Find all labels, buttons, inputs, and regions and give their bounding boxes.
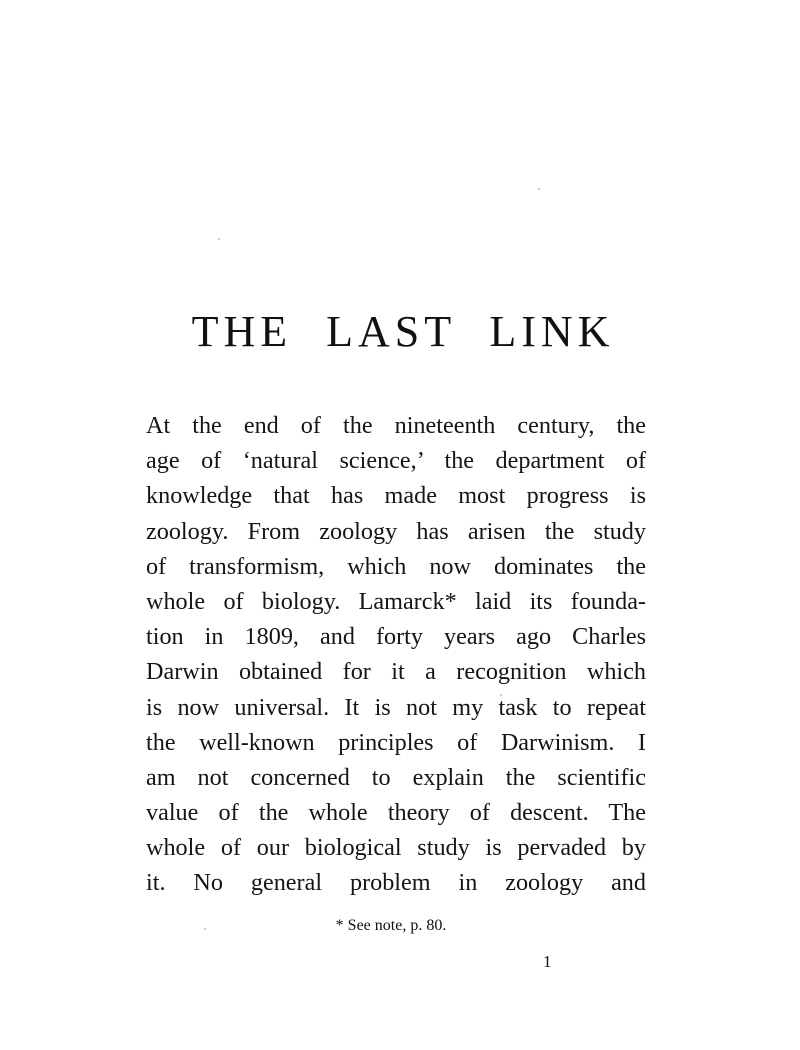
- paragraph-line: zoology. From zoology has arisen the study: [146, 517, 646, 545]
- paragraph-line: whole of our biological study is pervaded by: [146, 834, 646, 862]
- page-number: 1: [543, 952, 552, 971]
- paragraph: [146, 408, 646, 901]
- paragraph-line: tion in 1809, and forty years ago Charles: [146, 623, 646, 651]
- paper-speck: [218, 238, 220, 240]
- chapter-title: THE LAST LINK: [191, 307, 615, 356]
- paragraph-line: of transformism, which now dominates the: [146, 552, 646, 580]
- footnote: [0, 917, 800, 935]
- paper-speck: [538, 188, 540, 190]
- paragraph-line: value of the whole theory of descent. The: [146, 799, 646, 827]
- paragraph-line: am not concerned to explain the scientific: [146, 763, 646, 791]
- footnote-text: * See note, p. 80.: [335, 917, 447, 934]
- paragraph-line: knowledge that has made most progress is: [146, 482, 646, 510]
- paragraph-line: At the end of the nineteenth century, the: [146, 412, 646, 439]
- paragraph-line: it. No general problem in zoology and: [146, 869, 646, 897]
- paragraph-line: whole of biology. Lamarck* laid its founda-: [146, 587, 646, 615]
- paragraph-line: is now universal. It is not my task to repeat: [146, 693, 646, 721]
- paragraph-line: Darwin obtained for it a recognition which: [146, 658, 646, 686]
- paragraph-line: age of ‘natural science,’ the department of: [146, 447, 646, 475]
- paragraph-line: the well-known principles of Darwinism. I: [146, 728, 646, 756]
